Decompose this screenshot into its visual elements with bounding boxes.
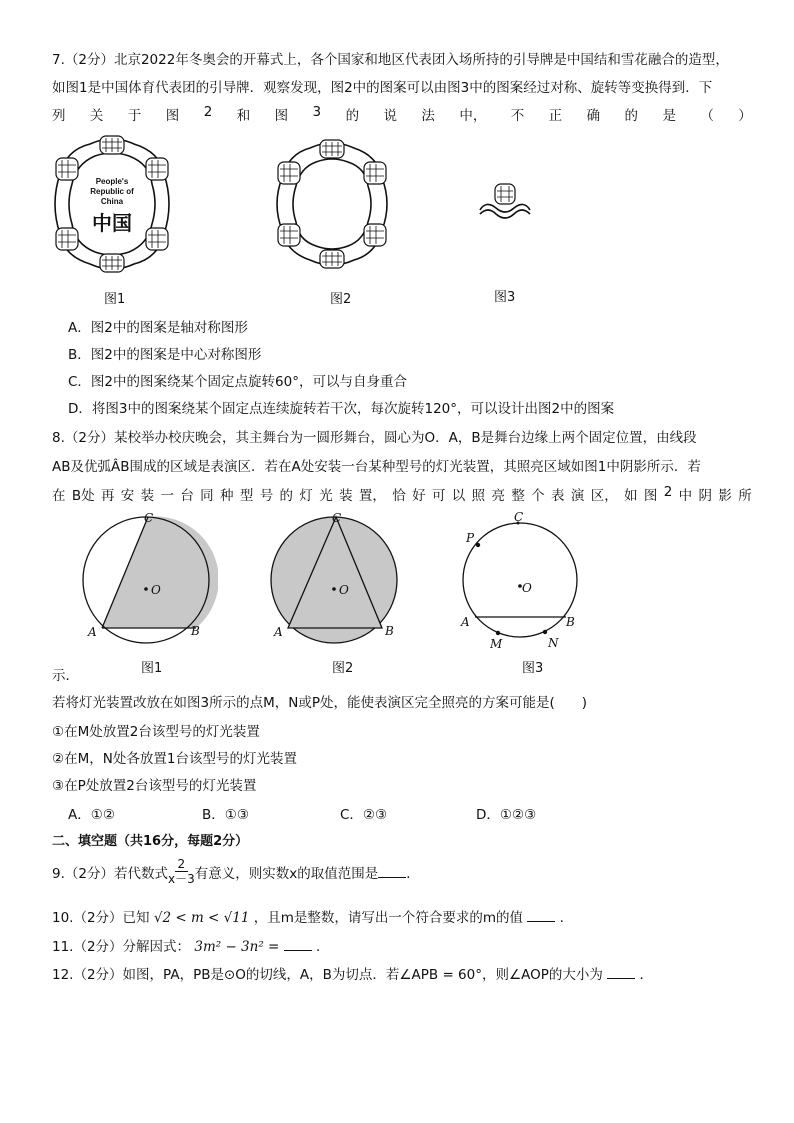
q10-end: ． bbox=[559, 910, 574, 926]
point-n bbox=[543, 630, 547, 634]
q7-line1: 7.（2分）北京2022年冬奥会的开幕式上，各个国家和地区代表团入场所持的引导牌是中国结和雪花融合的造型， bbox=[52, 52, 729, 68]
q7-line3-char: 法 bbox=[421, 108, 435, 124]
q10-post: ，且m是整数，请写出一个符合要求的m的值 bbox=[253, 910, 524, 926]
q8-line3-char: 影 bbox=[718, 488, 732, 504]
section-2-heading: 二、填空题（共16分，每题2分） bbox=[52, 834, 249, 849]
sign-chinese: 中国 bbox=[92, 211, 132, 235]
q10 bbox=[52, 906, 573, 926]
q7-figure2-ring bbox=[270, 136, 395, 272]
q8-figure3 bbox=[454, 510, 594, 650]
q8-line3-char: 以 bbox=[451, 488, 466, 504]
q12 bbox=[52, 963, 653, 983]
stage-circle bbox=[463, 523, 577, 637]
q8-fig3-caption: 图3 bbox=[522, 661, 544, 676]
q10-answer-blank[interactable] bbox=[527, 909, 555, 922]
q8-line3-char: 可 bbox=[431, 488, 446, 504]
sign-line-1: People's bbox=[95, 177, 129, 186]
q8-choice-b: B．①③ bbox=[202, 807, 249, 823]
q8-statement-3: ③在P处放置2台该型号的灯光装置 bbox=[52, 778, 257, 794]
q7-option-c: C．图2中的图案绕某个固定点旋转60°，可以与自身重合 bbox=[68, 374, 407, 390]
q9-numerator: 2 bbox=[175, 857, 189, 872]
q8-line3-char: 号 bbox=[259, 488, 274, 504]
q8-choice-a: A．①② bbox=[68, 807, 115, 823]
point-p bbox=[476, 543, 480, 547]
q7-line3-char: ） bbox=[738, 108, 752, 124]
q7-fig2-caption: 图2 bbox=[330, 292, 352, 307]
q8-fig1-caption: 图1 bbox=[141, 661, 163, 676]
label-o: O bbox=[339, 583, 349, 597]
q8-line2: AB及优弧ÂB围成的区域是表演区．若在A处安装一台某种型号的灯光装置，其照亮区域如图1中阴影所示．若 bbox=[52, 459, 701, 475]
q8-line3-char: 种 bbox=[220, 488, 234, 504]
q8-line3-char: 型 bbox=[239, 488, 254, 504]
q8-choice-c: C．②③ bbox=[340, 807, 388, 823]
sign-line-3: China bbox=[100, 197, 124, 206]
q8-line3-char: 安 bbox=[120, 488, 135, 504]
q11-expression: 3m² − 3n² = bbox=[194, 939, 280, 955]
q8-line3-char: 再 bbox=[100, 488, 115, 504]
q8-line3-char: 的 bbox=[279, 488, 294, 504]
q8-line3-char: 阴 bbox=[698, 488, 713, 504]
q8-line3-char: 如 bbox=[624, 488, 638, 504]
label-o: O bbox=[151, 583, 161, 597]
q7-line3-char: 关 bbox=[89, 108, 104, 124]
q9-fraction bbox=[168, 857, 195, 886]
q8-line3-char: 在 bbox=[52, 488, 66, 504]
q8-line3-char: 整 bbox=[511, 488, 525, 504]
q7-fig3-caption: 图3 bbox=[494, 290, 516, 305]
q7-line3 bbox=[52, 104, 752, 124]
q8-statement-2: ②在M，N处各放置1台该型号的灯光装置 bbox=[52, 751, 297, 767]
label-c: C bbox=[144, 511, 154, 525]
q9 bbox=[52, 857, 420, 886]
q12-answer-blank[interactable] bbox=[607, 966, 635, 979]
q12-end: ． bbox=[639, 967, 653, 983]
q8-line3-char: 区， bbox=[590, 488, 618, 504]
q9-answer-blank[interactable] bbox=[378, 865, 406, 878]
q7-option-d: D．将图3中的图案绕某个固定点连续旋转若干次，每次旋转120°，可以设计出图2中的图案 bbox=[68, 401, 615, 417]
label-n: N bbox=[548, 636, 559, 650]
q7-line3-char: 2 bbox=[203, 104, 213, 120]
q7-line3-char: 图 bbox=[165, 108, 180, 124]
q8-line3-char: 演 bbox=[570, 488, 585, 504]
label-p: P bbox=[466, 531, 475, 545]
q7-line3-char: 不 bbox=[510, 108, 525, 124]
q8-line3-char: 照 bbox=[471, 488, 486, 504]
q7-line3-char: 是 bbox=[662, 108, 676, 124]
q8-line3-char: B处 bbox=[71, 488, 95, 504]
label-b: B bbox=[566, 615, 575, 629]
q8-line3-char: 好 bbox=[412, 488, 426, 504]
q8-line3-char: 2 bbox=[663, 484, 673, 500]
label-b: B bbox=[385, 624, 394, 638]
q8-line3-char: 图 bbox=[643, 488, 658, 504]
q8-line3-char: 光 bbox=[319, 488, 333, 504]
q8-question: 若将灯光装置改放在如图3所示的点M，N或P处，能使表演区完全照亮的方案可能是( ) bbox=[52, 695, 588, 711]
q11-pre: 11.（2分）分解因式： bbox=[52, 939, 191, 955]
q8-line3-char: 表 bbox=[551, 488, 565, 504]
q8-statement-1: ①在M处放置2台该型号的灯光装置 bbox=[52, 724, 260, 740]
q10-pre: 10.（2分）已知 bbox=[52, 910, 150, 926]
q8-line3-char: 亮 bbox=[491, 488, 505, 504]
q7-line3-char: 说 bbox=[383, 108, 397, 124]
q7-line3-char: 中， bbox=[459, 108, 487, 124]
q12-text: 12.（2分）如图，PA，PB是⊙O的切线，A，B为切点．若∠APB = 60°，则∠AOP的大小为 bbox=[52, 967, 603, 983]
q8-line3-char: 所 bbox=[738, 488, 752, 504]
q7-line3-char: （ bbox=[700, 108, 714, 124]
label-a: A bbox=[88, 625, 97, 639]
q7-line3-char: 列 bbox=[52, 108, 66, 124]
q9-pre: 9.（2分）若代数式 bbox=[52, 865, 168, 882]
q8-line3-char: 台 bbox=[180, 488, 194, 504]
point-m bbox=[496, 631, 500, 635]
q7-line3-char: 正 bbox=[548, 108, 563, 124]
q7-line3-char: 确 bbox=[586, 108, 601, 124]
q8-line3-char: 装 bbox=[140, 488, 155, 504]
q7-option-a: A．图2中的图案是轴对称图形 bbox=[68, 320, 248, 336]
q8-choice-d: D．①②③ bbox=[476, 807, 537, 823]
label-a: A bbox=[461, 615, 470, 629]
label-c: C bbox=[332, 511, 342, 525]
q11-answer-blank[interactable] bbox=[284, 938, 312, 951]
sign-line-2: Republic of bbox=[90, 187, 134, 196]
q7-line3-char: 的 bbox=[345, 108, 360, 124]
q8-line3-char: 装 bbox=[339, 488, 353, 504]
label-c: C bbox=[514, 510, 524, 524]
q7-figure1-sign bbox=[50, 134, 175, 274]
q7-line2: 如图1是中国体育代表团的引导牌．观察发现，图2中的图案可以由图3中的图案经过对称、旋转等变换得到．下 bbox=[52, 80, 713, 96]
q8-line3-char: 同 bbox=[200, 488, 214, 504]
q8-line3-char: 中 bbox=[678, 488, 693, 504]
label-m: M bbox=[490, 637, 503, 650]
q8-line1: 8.（2分）某校举办校庆晚会，其主舞台为一圆形舞台，圆心为O．A，B是舞台边缘上两个固定位置，由线段 bbox=[52, 430, 697, 446]
q8-line3-char: 置， bbox=[358, 488, 386, 504]
label-o: O bbox=[522, 581, 532, 595]
q11 bbox=[52, 935, 329, 955]
q7-line3-char: 的 bbox=[624, 108, 639, 124]
label-b: B bbox=[191, 624, 200, 638]
q7-line3-char: 图 bbox=[274, 108, 289, 124]
q8-figure1 bbox=[78, 510, 218, 645]
q8-figure2 bbox=[266, 510, 406, 645]
q8-line3-char: 恰 bbox=[392, 488, 406, 504]
q7-line3-char: 3 bbox=[312, 104, 322, 120]
q8-line3-char: 灯 bbox=[299, 488, 313, 504]
q8-fig2-caption: 图2 bbox=[332, 661, 354, 676]
q11-end: ． bbox=[315, 939, 330, 955]
q8-line3-char: 个 bbox=[531, 488, 545, 504]
q7-option-b: B．图2中的图案是中心对称图形 bbox=[68, 347, 262, 363]
q7-line3-char: 于 bbox=[127, 108, 142, 124]
q8-line4: 示． bbox=[52, 668, 79, 684]
q7-figure3-element bbox=[476, 180, 534, 222]
q10-inequality: √2 < m < √11 bbox=[153, 910, 250, 926]
q9-denominator: x－3 bbox=[167, 872, 195, 886]
label-a: A bbox=[274, 625, 283, 639]
q9-end: ． bbox=[406, 865, 420, 882]
q7-line3-char: 和 bbox=[236, 108, 251, 124]
q9-post: 有意义，则实数x的取值范围是 bbox=[194, 865, 379, 882]
q7-fig1-caption: 图1 bbox=[104, 292, 126, 307]
q8-line3 bbox=[52, 484, 752, 504]
q8-line3-char: 一 bbox=[160, 488, 174, 504]
